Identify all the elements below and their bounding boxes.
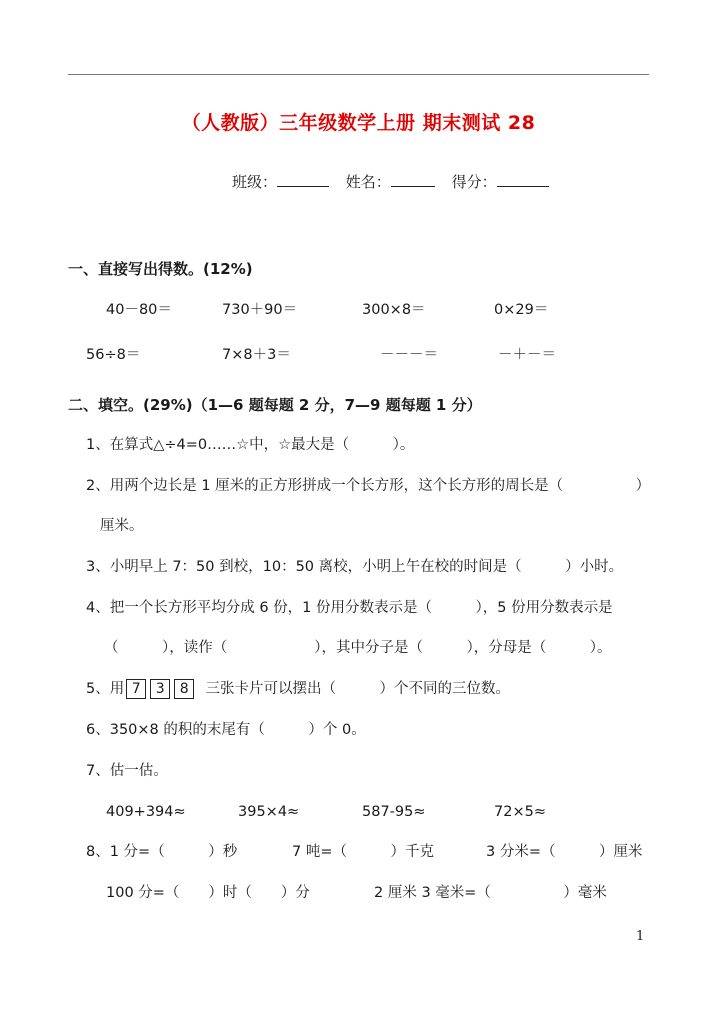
calc-item: 40－80＝ <box>106 302 172 318</box>
question-4: 4、把一个长方形平均分成 6 份，1 份用分数表示是（ ），5 份用分数表示是 <box>86 600 613 616</box>
question-8-item: 2 厘米 3 毫米=（ ）毫米 <box>374 885 607 901</box>
question-2: 2、用两个边长是 1 厘米的正方形拼成一个长方形，这个长方形的周长是（ ） <box>86 478 651 494</box>
estimate-item: 395×4≈ <box>238 804 300 820</box>
student-info-line <box>232 171 561 192</box>
calc-item: －＋－＝ <box>498 347 556 363</box>
score-blank <box>497 172 549 187</box>
calc-item: 56÷8＝ <box>86 347 141 363</box>
page-title: （人教版）三年级数学上册 期末测试 28 <box>181 112 536 134</box>
calc-item: 7×8＋3＝ <box>222 347 291 363</box>
header-rule <box>68 74 649 75</box>
calc-item: －－－＝ <box>380 347 438 363</box>
digit-card: 7 <box>126 679 146 699</box>
score-label: 得分： <box>451 173 497 191</box>
question-7: 7、估一估。 <box>86 763 168 779</box>
question-4-cont: （ ），读作（ ），其中分子是（ ），分母是（ ）。 <box>104 640 612 656</box>
estimate-item: 72×5≈ <box>494 804 546 820</box>
question-8-item: 100 分=（ ）时（ ）分 <box>106 885 310 901</box>
question-8-item: 8、1 分=（ ）秒 <box>86 844 238 860</box>
calc-item: 730＋90＝ <box>222 302 298 318</box>
name-label: 姓名： <box>345 173 391 191</box>
name-blank <box>391 172 435 187</box>
question-5-prefix: 5、用 <box>86 681 125 697</box>
page-number: 1 <box>636 929 645 944</box>
section2-heading: 二、填空。(29%)（1—6 题每题 2 分，7—9 题每题 1 分） <box>68 396 482 414</box>
question-1: 1、在算式△÷4=0……☆中，☆最大是（ ）。 <box>86 437 415 453</box>
section1-heading: 一、直接写出得数。(12%) <box>68 260 253 278</box>
question-3: 3、小明早上 7：50 到校，10：50 离校，小明上午在校的时间是（ ）小时。 <box>86 559 624 575</box>
class-blank <box>277 172 329 187</box>
question-2-cont: 厘米。 <box>100 518 144 534</box>
calc-item: 300×8＝ <box>362 302 426 318</box>
estimate-item: 409+394≈ <box>106 804 186 820</box>
digit-card: 8 <box>174 679 194 699</box>
class-label: 班级： <box>232 173 278 191</box>
question-6: 6、350×8 的积的末尾有（ ）个 0。 <box>86 722 366 738</box>
question-8-item: 7 吨=（ ）千克 <box>292 844 434 860</box>
question-8-item: 3 分米=（ ）厘米 <box>486 844 643 860</box>
calc-item: 0×29＝ <box>494 302 549 318</box>
question-5 <box>86 679 510 699</box>
estimate-item: 587-95≈ <box>362 804 426 820</box>
digit-card: 3 <box>150 679 170 699</box>
question-5-suffix: 三张卡片可以摆出（ ）个不同的三位数。 <box>205 681 510 697</box>
